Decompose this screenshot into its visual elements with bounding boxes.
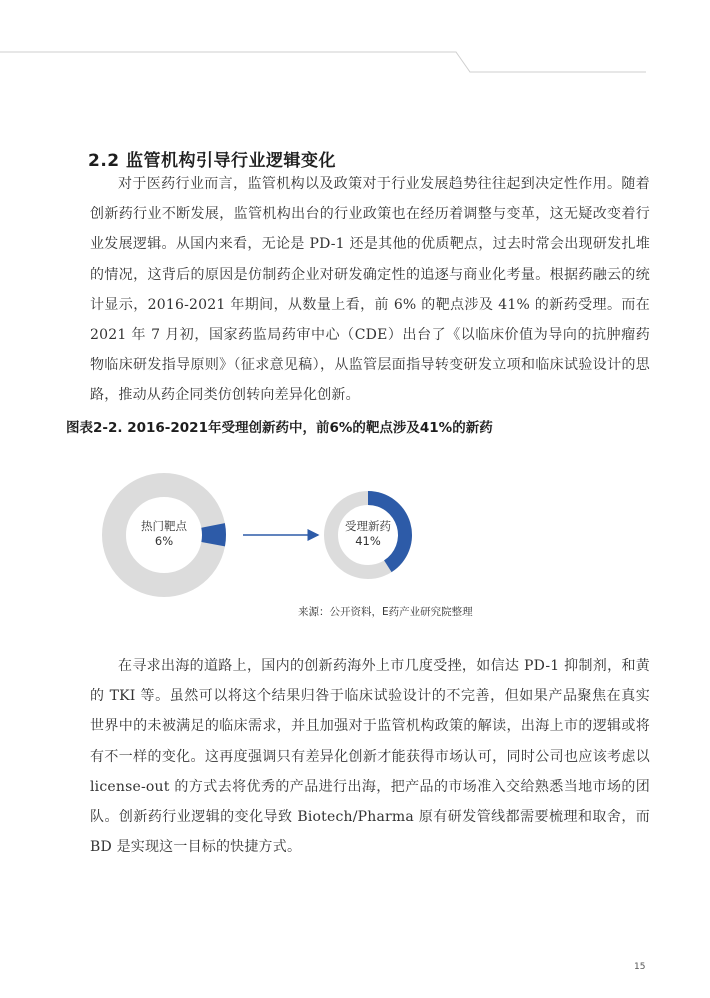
- donut-right-label: [328, 519, 408, 549]
- donut-left-category: 热门靶点: [141, 519, 187, 533]
- body-paragraph-2: 在寻求出海的道路上，国内的创新药海外上市几度受挫，如信达 PD-1 抑制剂，和黄的 TKI 等。虽然可以将这个结果归咎于临床试验设计的不完善，但如果产品聚焦在真实世界中的未被满足的临床需求，并且加强对于监管机构政策的解读，出海上市的逻辑或将有不一样的变化。这再度强调只有差异化创新才能获得市场认可，同时公司也应该考虑以 license-out 的方式去将优秀的产品进行出海，把产品的市场准入交给熟悉当地市场的团队。创新药行业逻辑的变化导致 Biotech/Pharma 原有研发管线都需要梳理和取舍，而 BD 是实现这一目标的快捷方式。: [90, 658, 650, 856]
- section-title: 2.2 监管机构引导行业逻辑变化: [88, 151, 337, 171]
- body-paragraph-1: 对于医药行业而言，监管机构以及政策对于行业发展趋势往往起到决定性作用。随着创新药行业不断发展，监管机构出台的行业政策也在经历着调整与变革，这无疑改变着行业发展逻辑。从国内来看，无论是 PD-1 还是其他的优质靶点，过去时常会出现研发扎堆的情况，这背后的原因是仿制药企业对研发确定性的追逐与商业化考量。根据药融云的统计显示，2016-2021 年期间，从数量上看，前 6% 的靶点涉及 41% 的新药受理。而在 2021 年 7 月初，国家药监局药审中心（CDE）出台了《以临床价值为导向的抗肿瘤药物临床研发指导原则》（征求意见稿），从监管层面指导转变研发立项和临床试验设计的思路，推动从药企同类仿创转向差异化创新。: [90, 176, 650, 404]
- donut-left-label: [124, 519, 204, 549]
- donut-right-value: 41%: [355, 534, 381, 548]
- figure-source-note: 来源：公开资料，E药产业研究院整理: [298, 606, 473, 618]
- donut-left-value: 6%: [154, 534, 174, 548]
- donut-chart-comparison: [90, 465, 450, 625]
- figure-title: 图表2-2. 2016-2021年受理创新药中，前6%的靶点涉及41%的新药: [66, 420, 493, 436]
- page-number: 15: [634, 962, 646, 972]
- donut-right-category: 受理新药: [345, 519, 391, 533]
- header-decorative-line: [0, 0, 710, 80]
